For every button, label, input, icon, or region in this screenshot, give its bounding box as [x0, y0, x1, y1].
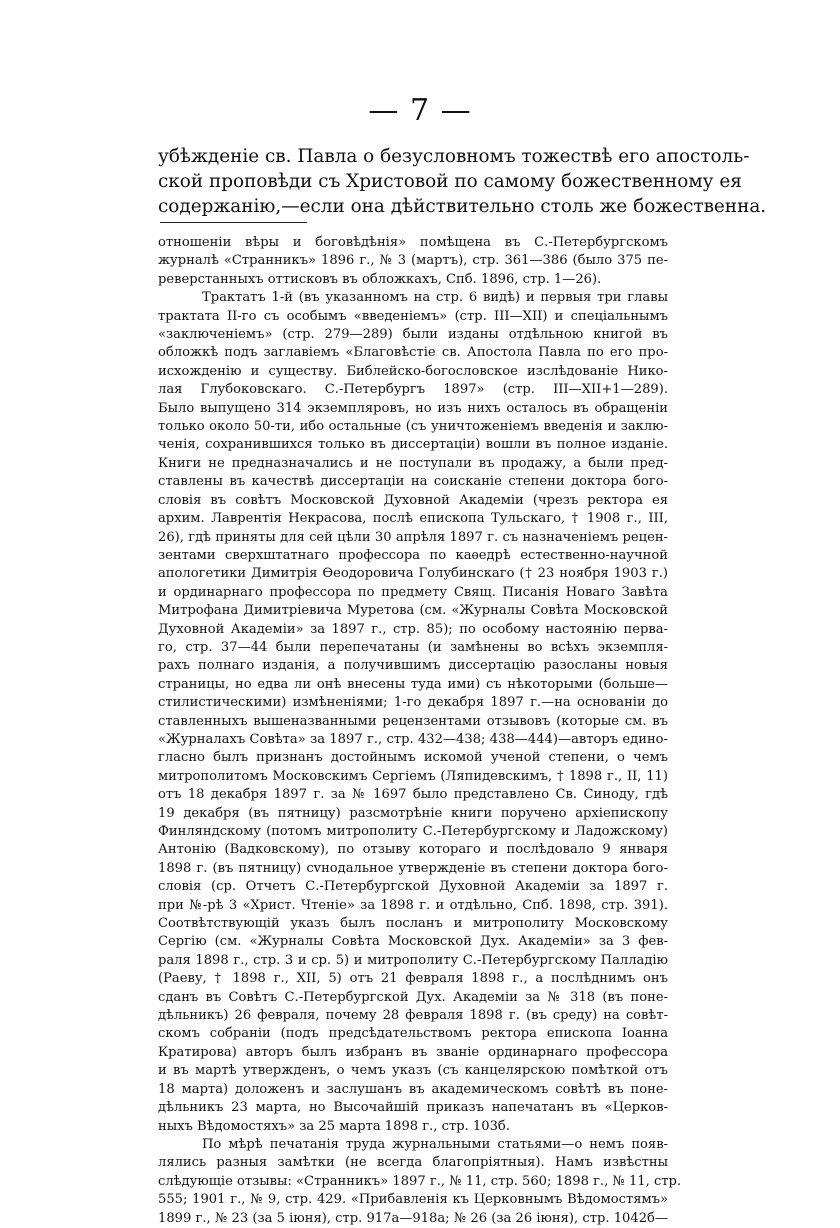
footnote-line: только около 50-ти, ибо остальные (съ уничтоженіемъ введенія и заклю- — [158, 419, 668, 435]
footnote-line: архим. Лаврентія Некрасова, послѣ епископа Тульскаго, † 1908 г., III, — [158, 511, 668, 527]
footnote-line: Было выпущено 314 экземпляровъ, но изъ нихъ осталось въ обращеніи — [158, 400, 668, 416]
footnote-line: рахъ полнаго изданія, а получившимъ диссертацію разосланы новыя — [158, 658, 668, 674]
footnote-line: Митрофана Димитріевича Муретова (см. «Журналы Совѣта Московской — [158, 603, 668, 619]
footnote-line: 18 марта) доложенъ и заслушанъ въ академическомъ совѣтѣ въ поне- — [158, 1081, 668, 1097]
main-text-line: содержанію,—если она дѣйствительно столь же божественна. — [158, 196, 767, 217]
footnote-line: и въ мартѣ утвержденъ, о чемъ указъ (съ канцелярскою помѣткой отъ — [158, 1063, 668, 1079]
footnote-line: Финляндскому (потомъ митрополиту С.-Петербургскому и Ладожскому) — [158, 824, 668, 839]
footnote-line: обложкѣ подъ заглавіемъ «Благовѣстіе св. Апостола Павла по его про- — [158, 345, 668, 361]
footnote-line: сданъ въ Совѣтъ С.-Петербургской Дух. Академіи за № 318 (въ поне- — [158, 989, 668, 1005]
main-text-line: ской проповѣди съ Христовой по самому божественному ея — [158, 171, 742, 192]
footnote-line: при №-рѣ 3 «Христ. Чтеніе» за 1898 г. и отдѣльно, Спб. 1898, стр. 391). — [158, 897, 668, 913]
footnote-line: стилистическими) измѣненіями; 1-го декабря 1897 г.—на основаніи до — [158, 695, 668, 711]
footnote-line: Духовной Академіи» за 1897 г., стр. 85); по особому настоянію перва- — [158, 621, 668, 637]
footnote-line: ныхъ Вѣдомостяхъ» за 25 марта 1898 г., стр. 103б. — [158, 1118, 510, 1134]
footnote-line: 1899 г., № 23 (за 5 іюня), стр. 917а—918а; № 26 (за 26 іюня), стр. 1042б— — [158, 1210, 668, 1226]
footnote-line: «заключеніемъ» (стр. 279—289) были изданы отдѣльною книгой въ — [158, 327, 668, 343]
footnote-continuation — [158, 234, 668, 289]
page-number: — 7 — — [368, 93, 472, 128]
footnote-line: Книги не предназначались и не поступали въ продажу, а были пред- — [158, 455, 668, 471]
footnote-line: 1898 г. (въ пятницу) сvнодальное утвержденіе въ степени доктора бого- — [158, 860, 668, 876]
footnote-line: (Раеву, † 1898 г., XII, 5) отъ 21 февраля 1898 г., а послѣднимъ онъ — [158, 971, 668, 987]
footnote-line: 26), гдѣ приняты для сей цѣли 30 апрѣля 1897 г. съ назначеніемъ рецен- — [158, 529, 668, 545]
footnote-line: и ординарнаго профессора по предмету Свящ. Писанія Новаго Завѣта — [158, 584, 668, 600]
footnote-line: реверстанныхъ оттисковъ въ обложкахъ, Спб. 1896, стр. 1—26). — [158, 271, 602, 287]
footnote-paragraph — [158, 289, 668, 1136]
footnote-line: ченія, сохранившихся только въ диссертаціи) вошли въ полное изданіе. — [158, 437, 668, 453]
footnote-divider — [160, 222, 307, 223]
footnotes — [158, 234, 682, 1228]
footnote-line: го, стр. 37—44 были перепечатаны (и замѣнены во всѣхъ экземпля- — [158, 639, 668, 655]
footnote-line: отношеніи вѣры и боговѣдѣнія» помѣщена въ С.-Петербургскомъ — [158, 235, 668, 250]
footnote-line: гласно былъ признанъ достойнымъ искомой ученой степени, о чемъ — [158, 750, 668, 766]
footnote-line: словія въ совѣтъ Московской Духовной Академіи (чрезъ ректора ея — [158, 492, 668, 508]
footnote-line: журналѣ «Странникъ» 1896 г., № 3 (мартъ), стр. 361—386 (было 375 пе- — [158, 253, 668, 269]
footnote-line: словія (ср. Отчетъ С.-Петербургской Духовной Академіи за 1897 г. — [158, 879, 668, 895]
footnote-line: исхожденію и существу. Библейско-богословское изслѣдованіе Нико- — [158, 363, 668, 379]
footnote-line: Кратирова) авторъ былъ избранъ въ званіе ординарнаго профессора — [158, 1044, 668, 1060]
footnote-line: лялись разныя замѣтки (не всегда благопріятныя). Намъ извѣстны — [158, 1155, 668, 1171]
footnote-line: дѣльникъ) 26 февраля, почему 28 февраля 1898 г. (въ среду) на совѣт- — [158, 1008, 668, 1024]
footnote-line: Соотвѣтствующій указъ былъ посланъ и митрополиту Московскому — [158, 916, 668, 932]
footnote-line: слѣдующіе отзывы: «Странникъ» 1897 г., № 11, стр. 560; 1898 г., № 11, стр. — [158, 1173, 682, 1189]
footnote-paragraph — [158, 1136, 682, 1228]
footnote-line: Сергію (см. «Журналы Совѣта Московской Дух. Академіи» за 3 фев- — [158, 934, 668, 950]
footnote-line: апологетики Димитрія Ѳеодоровича Голубинскаго († 23 ноября 1903 г.) — [158, 566, 668, 582]
footnote-line: Трактатъ 1-й (въ указанномъ на стр. 6 видѣ) и первыя три главы — [202, 290, 668, 306]
footnote-line: раля 1898 г., стр. 3 и ср. 5) и митрополиту С.-Петербургскому Палладію — [158, 952, 668, 968]
footnote-line: митрополитомъ Московскимъ Сергіемъ (Ляпидевскимъ, † 1898 г., II, 11) — [158, 768, 668, 784]
footnote-line: скомъ собраніи (подъ предсѣдательствомъ ректора епископа Іоанна — [158, 1026, 668, 1042]
footnote-line: Антонію (Вадковскому), по отзыву котораго и послѣдовало 9 января — [158, 842, 668, 858]
footnote-line: страницы, но едва ли онѣ внесены туда ими) съ нѣкоторыми (больше— — [158, 676, 668, 692]
footnote-line: зентами сверхштатнаго профессора по каѳедрѣ естественно-научной — [158, 547, 668, 563]
footnote-line: ставлены въ качествѣ диссертаціи на соисканіе степени доктора бого- — [158, 474, 668, 490]
main-text-line: убѣжденіе св. Павла о безусловномъ тожествѣ его апостоль- — [158, 146, 750, 167]
footnote-line: отъ 18 декабря 1897 г. за № 1697 было представлено Св. Синоду, гдѣ — [158, 787, 668, 803]
footnote-line: ставленныхъ вышеназванными рецензентами отзывовъ (которые см. въ — [158, 713, 668, 729]
footnote-line: По мѣрѣ печатанія труда журнальными статьями—о немъ появ- — [202, 1136, 668, 1152]
footnote-line: 555; 1901 г., № 9, стр. 429. «Прибавленія къ Церковнымъ Вѣдомостямъ» — [158, 1192, 668, 1208]
footnote-line: лая Глубоковскаго. С.-Петербургъ 1897» (стр. III—XII+1—289). — [158, 382, 668, 398]
footnote-line: 19 декабря (въ пятницу) разсмотрѣніе книги поручено архіепископу — [158, 805, 668, 821]
footnote-line: трактата II-го съ особымъ «введеніемъ» (стр. III—XII) и спеціальнымъ — [158, 308, 668, 324]
footnote-line: «Журналахъ Совѣта» за 1897 г., стр. 432—438; 438—444)—авторъ едино- — [158, 731, 668, 747]
footnote-line: дѣльникъ 23 марта, но Высочайшій приказъ напечатанъ въ «Церков- — [158, 1100, 668, 1116]
main-text — [158, 144, 767, 219]
